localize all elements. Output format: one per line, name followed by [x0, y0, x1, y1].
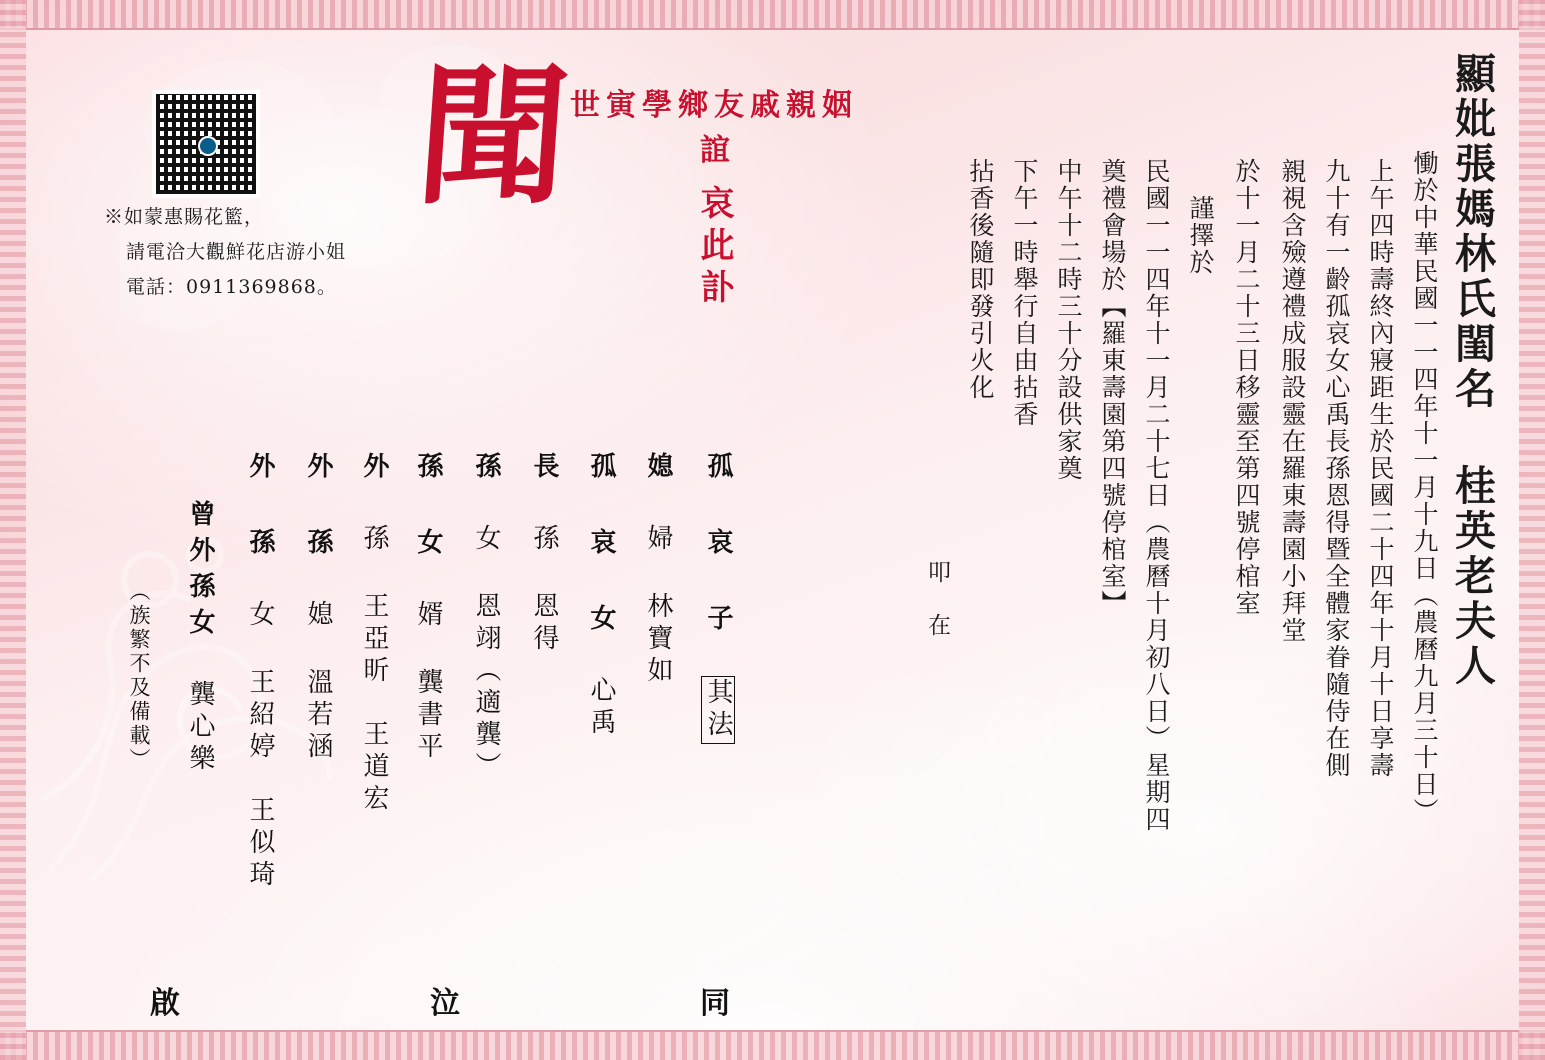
notice-column-5: 於十一月二十三日移靈至第四號停棺室 [1232, 158, 1261, 617]
bottom-word-qi2: 泣 [430, 986, 460, 1021]
flower-note-line-1: ※如蒙惠賜花籃， [104, 206, 265, 228]
family-entry-7 [300, 452, 337, 764]
condolence-phrase: 哀此訃 [694, 185, 734, 311]
family-names: 媳 溫若涵 [303, 600, 333, 764]
notice-column-12: 叩 在 [924, 560, 950, 638]
family-role: 媳 [643, 452, 673, 488]
family-names: 婿 龔書平 [413, 600, 443, 764]
notice-column-4: 親視含殮遵禮成服設靈在羅東壽園小拜堂 [1278, 158, 1307, 644]
relations-line-1: 世寅學鄉友戚親姻 [570, 88, 858, 123]
family-entry-6 [356, 452, 393, 816]
notice-column-6: 謹擇於 [1186, 195, 1215, 276]
family-footnote: （族繁不及備載） [127, 580, 151, 772]
family-entry-1 [640, 452, 677, 688]
family-entry-3 [526, 452, 563, 656]
family-names: 女 王紹婷 王似琦 [245, 600, 275, 892]
family-names: 心禹 [586, 676, 616, 740]
border-ornament-left [0, 0, 26, 1060]
family-role: 外 孫 [303, 452, 333, 564]
page-title: 顯妣張媽林氏閨名 桂英老夫人 [1448, 52, 1496, 689]
family-names: 龔心樂 [185, 680, 215, 776]
notice-column-2: 上午四時壽終內寢距生於民國二十四年十月十日享壽 [1366, 158, 1395, 779]
notice-column-9: 中午十二時三十分設供家奠 [1054, 158, 1083, 482]
flower-basket-note [104, 200, 346, 305]
notice-column-7: 民國一一四年十一月二十七日（農曆十月初八日）星期四 [1142, 158, 1171, 833]
relations-line-2: 誼 [700, 133, 730, 168]
family-role: 外 孫 [245, 452, 275, 564]
border-ornament-top [0, 0, 1545, 30]
notice-column-11: 拈香後隨即發引火化 [966, 158, 995, 401]
seal-character: 聞 [411, 49, 575, 225]
family-entry-5 [410, 452, 447, 764]
family-entry-9 [182, 500, 219, 776]
notice-column-8: 奠禮會場於【羅東壽園第四號停棺室】 [1098, 158, 1127, 617]
family-role: 長 [529, 452, 559, 488]
floral-swirl-center [690, 600, 1110, 980]
bottom-word-tong: 同 [700, 986, 730, 1021]
family-role: 曾外孫女 [185, 500, 215, 644]
family-names: 其法 [703, 678, 733, 742]
border-ornament-bottom [0, 1030, 1545, 1060]
notice-column-1: 慟於中華民國一一四年十一月十九日（農曆九月三十日） [1410, 150, 1439, 825]
family-entry-2 [583, 452, 620, 740]
family-entry-4 [468, 452, 505, 784]
family-role: 孤 哀 子 [703, 452, 733, 640]
family-names: 孫 王亞昕 王道宏 [359, 524, 389, 816]
qr-code-icon[interactable] [152, 90, 260, 198]
family-role: 孫 女 [413, 452, 443, 564]
family-entry-8 [242, 452, 279, 892]
family-names: 孫 恩得 [529, 524, 559, 656]
family-role: 孤 哀 女 [586, 452, 616, 640]
flower-note-line-2: 請電洽大觀鮮花店游小姐 [126, 241, 347, 264]
notice-column-10: 下午一時舉行自由拈香 [1010, 158, 1039, 428]
qr-code-center-dot [198, 136, 218, 156]
family-names: 女 恩翊（適龔） [471, 524, 501, 784]
family-role: 孫 [471, 452, 501, 488]
border-ornament-right [1519, 0, 1545, 1060]
bottom-word-qi: 啟 [150, 986, 180, 1021]
family-role: 外 [359, 452, 389, 488]
family-entry-0 [700, 452, 737, 744]
notice-column-3: 九十有一齡孤哀女心禹長孫恩得暨全體家眷隨侍在側 [1322, 158, 1351, 779]
family-names: 婦 林寶如 [643, 524, 673, 688]
flower-note-line-3: 電話：0911369868。 [126, 276, 337, 299]
